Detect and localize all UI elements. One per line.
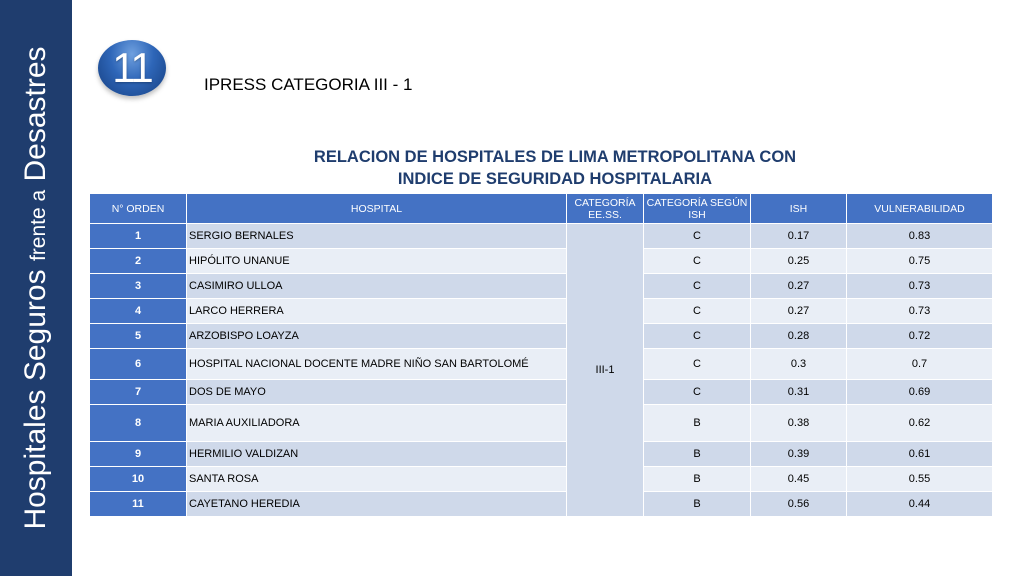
table-title-line2: INDICE DE SEGURIDAD HOSPITALARIA	[397, 170, 713, 188]
cell-ish: 0.39	[751, 442, 847, 467]
table-row	[90, 442, 993, 467]
sidebar-title-part2: frente a	[27, 189, 50, 262]
cell-ish: 0.27	[751, 299, 847, 324]
sidebar-title-part3: Desastres	[19, 46, 52, 182]
table-row	[90, 467, 993, 492]
cell-hospital: DOS DE MAYO	[187, 380, 567, 405]
cell-vulnerabilidad: 0.7	[847, 349, 993, 380]
cell-hospital: SERGIO BERNALES	[187, 224, 567, 249]
cell-vulnerabilidad: 0.73	[847, 299, 993, 324]
cell-categoria-ish: B	[644, 492, 751, 517]
cell-categoria-ish: B	[644, 442, 751, 467]
cell-vulnerabilidad: 0.61	[847, 442, 993, 467]
header-orden: N° ORDEN	[90, 194, 187, 224]
cell-categoria: III-1	[567, 224, 644, 517]
cell-categoria-ish: B	[644, 467, 751, 492]
cell-ish: 0.38	[751, 405, 847, 442]
cell-categoria-ish: C	[644, 299, 751, 324]
sidebar-banner	[0, 0, 72, 576]
cell-ish: 0.3	[751, 349, 847, 380]
cell-vulnerabilidad: 0.44	[847, 492, 993, 517]
table-row	[90, 380, 993, 405]
header-ish: ISH	[751, 194, 847, 224]
cell-ish: 0.17	[751, 224, 847, 249]
cell-hospital: ARZOBISPO LOAYZA	[187, 324, 567, 349]
slide-number: 11	[112, 44, 152, 91]
cell-hospital: CASIMIRO ULLOA	[187, 274, 567, 299]
cell-orden: 8	[90, 405, 187, 442]
table-row	[90, 249, 993, 274]
cell-vulnerabilidad: 0.83	[847, 224, 993, 249]
cell-categoria-ish: C	[644, 324, 751, 349]
cell-categoria-ish: C	[644, 349, 751, 380]
cell-hospital: CAYETANO HEREDIA	[187, 492, 567, 517]
cell-orden: 3	[90, 274, 187, 299]
cell-vulnerabilidad: 0.73	[847, 274, 993, 299]
cell-hospital: LARCO HERRERA	[187, 299, 567, 324]
cell-hospital: MARIA AUXILIADORA	[187, 405, 567, 442]
table-row	[90, 405, 993, 442]
cell-orden: 11	[90, 492, 187, 517]
cell-orden: 10	[90, 467, 187, 492]
cell-hospital: HOSPITAL NACIONAL DOCENTE MADRE NIÑO SAN BARTOLOMÉ	[187, 349, 567, 380]
cell-categoria-ish: C	[644, 380, 751, 405]
section-subtitle: IPRESS CATEGORIA III - 1	[204, 75, 413, 94]
table-body	[90, 224, 993, 517]
cell-hospital: HERMILIO VALDIZAN	[187, 442, 567, 467]
header-hospital: HOSPITAL	[187, 194, 567, 224]
table-title	[160, 146, 950, 190]
sidebar-title-part1: Hospitales Seguros	[19, 269, 52, 530]
cell-orden: 4	[90, 299, 187, 324]
cell-vulnerabilidad: 0.69	[847, 380, 993, 405]
cell-vulnerabilidad: 0.55	[847, 467, 993, 492]
cell-categoria-ish: B	[644, 405, 751, 442]
table-row	[90, 349, 993, 380]
header-categoria: CATEGORÍA EE.SS.	[567, 194, 644, 224]
table-row	[90, 324, 993, 349]
table-row	[90, 492, 993, 517]
table-title-line1: RELACION DE HOSPITALES DE LIMA METROPOLITANA CON	[313, 148, 797, 166]
cell-vulnerabilidad: 0.72	[847, 324, 993, 349]
cell-orden: 9	[90, 442, 187, 467]
sidebar-title	[21, 46, 51, 529]
cell-orden: 1	[90, 224, 187, 249]
cell-ish: 0.25	[751, 249, 847, 274]
cell-categoria-ish: C	[644, 274, 751, 299]
cell-ish: 0.28	[751, 324, 847, 349]
cell-hospital: SANTA ROSA	[187, 467, 567, 492]
slide-number-badge	[98, 40, 166, 96]
cell-ish: 0.56	[751, 492, 847, 517]
cell-vulnerabilidad: 0.75	[847, 249, 993, 274]
table-row	[90, 299, 993, 324]
cell-ish: 0.45	[751, 467, 847, 492]
cell-vulnerabilidad: 0.62	[847, 405, 993, 442]
cell-ish: 0.31	[751, 380, 847, 405]
cell-orden: 6	[90, 349, 187, 380]
header-vulnerabilidad: VULNERABILIDAD	[847, 194, 993, 224]
header-categoria-ish: CATEGORÍA SEGÚN ISH	[644, 194, 751, 224]
cell-ish: 0.27	[751, 274, 847, 299]
cell-orden: 5	[90, 324, 187, 349]
cell-categoria-ish: C	[644, 249, 751, 274]
cell-orden: 2	[90, 249, 187, 274]
cell-categoria-ish: C	[644, 224, 751, 249]
table-header-row	[90, 194, 993, 224]
cell-hospital: HIPÓLITO UNANUE	[187, 249, 567, 274]
table-row	[90, 224, 993, 249]
hospital-table	[89, 193, 993, 517]
table-row	[90, 274, 993, 299]
cell-orden: 7	[90, 380, 187, 405]
